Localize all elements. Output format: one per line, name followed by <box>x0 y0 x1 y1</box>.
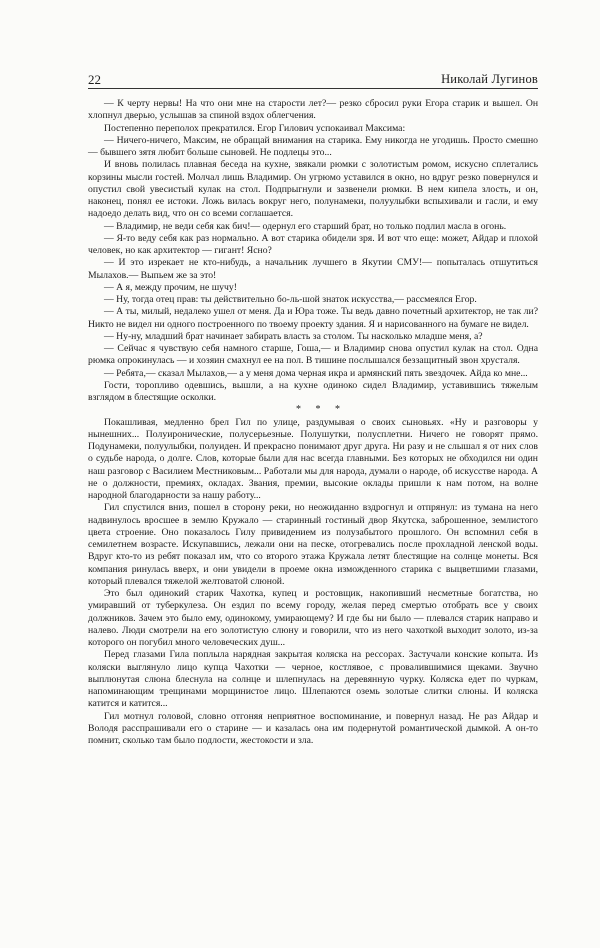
body-text <box>88 98 538 747</box>
header-rule <box>88 88 538 89</box>
paragraph: — Сейчас я чувствую себя намного старше, Гоша,— и Владимир снова опустил кулак на стол. Одна рюмка опрокинулась — и хозяин смахнул ее на пол. В тишине послышался беззащитный звон хрусталя. <box>88 343 538 367</box>
paragraph: Покашливая, медленно брел Гил по улице, раздумывая о своих сыновьях. «Ну и разговоры у нынешних... Полуиронические, полусерьезные. Полушутки, полусплетни. Ничего не говорят прямо. Подунамеки, полуулыбки, полуиден. И прекрасно понимают друг друга. Ни разу и не слышал я от них слов о судьбе народа, о долге. Слов, которые были для нас всегда главными. Без которых не обходился ни один наш разговор с Василием Местниковым... Работали мы для народа, думали о народе, об искусстве народа. А не о должности, премиях, окладах. Звания, премии, высокие оклады пришли к нам потом, на волне народной благодарности за нашу работу... <box>88 416 538 501</box>
paragraph: — Ну, тогда отец прав: ты действительно бо-ль-шой знаток искусства,— рассмеялся Егор. <box>104 294 477 305</box>
paragraph: — Ну-ну, младший брат начинает забирать власть за столом. Ты насколько младше меня, а? <box>104 330 483 342</box>
paragraph: Постепенно переполох прекратился. Егор Гилович успокаивал Максима: <box>104 122 406 134</box>
paragraph: Это был одинокий старик Чахотка, купец и ростовщик, накопивший несметные богатства, но умиравший от туберкулеза. Он ездил по всему городу, желая перед смертью отобрать все у своих должников. Зачем это было ему, одинокому, умирающему? И где бы ни было — плевался старик направо и налево. Люди смотрели на его золотистую слюну и говорили, что из него чахоткой выходит золото, из-за которого он погубил много человеческих душ... <box>88 588 538 648</box>
paragraph: — Я-то веду себя как раз нормально. А вот старика обидели зря. И вот что еще: может, Айдар и плохой человек, но как архитектор — гигант! Ясно? <box>88 232 538 256</box>
running-title: Николай Лугинов <box>441 72 538 86</box>
paragraph: — К черту нервы! На что они мне на старости лет?— резко сбросил руки Егора старик и вышел. Он хлопнул дверью, услышав за спиной вздох облегчения. <box>88 98 538 122</box>
paragraph: Гил мотнул головой, словно отгоняя неприятное воспоминание, и повернул назад. Не раз Айдар и Володя расспрашивали его о старине — и казалась она им подернутой романтической дымкой. А он-то помнит, сколько там было подлости, жестокости и зла. <box>88 710 538 746</box>
paragraph: И вновь полилась плавная беседа на кухне, звякали рюмки с золотистым ромом, искусно сплетались корзины мысли гостей. Молчал лишь Владимир. Он угрюмо уставился в окно, но вдруг резко повернулся и опустил свой увесистый кулак на стол. Подпрыгнули и зазвенели рюмки. В нем кипела злость, и он, наконец, понял ее истоки. Ложь вилась вокруг него, полунамеки, полуулыбки вспыхивали и гасли, и ему надоедо делать вид, что он со всеми соглашается. <box>88 159 538 220</box>
paragraph: — Владимир, не веди себя как бич!— одернул его старший брат, но только подлил масла в огонь. <box>104 220 507 232</box>
paragraph: — А ты, милый, недалеко ушел от меня. Да и Юра тоже. Ты ведь давно почетный архитектор, не так ли? Никто не видел ни одного построенного по твоему проекту здания. Я и нарисованного на бумаге не видел. <box>88 306 538 330</box>
page-header <box>88 72 538 92</box>
paragraph: Перед глазами Гила поплыла нарядная закрытая коляска на рессорах. Застучали конские копыта. Из коляски выглянуло лицо купца Чахотки — черное, костлявое, с провалившимися щеками. Звучно выплюнутая слюна блеснула на солнце и шлепнулась на деревянную чурку. Коляска едет по чуркам, напоминающим трещинами морщинистое лицо. Шлепаются оземь золотые слитки слюны. И коляска катится и катится... <box>88 649 538 710</box>
paragraph: — Ребята,— сказал Мылахов,— а у меня дома черная икра и армянский пять звездочек. Айда ко мне... <box>104 367 528 379</box>
paragraph: — Ничего-ничего, Максим, не обращай внимания на старика. Ему никогда не угодишь. Просто смешно — бывшего зятя любит больше сыновей. Не подлецы это... <box>88 134 538 158</box>
page-number: 22 <box>88 72 101 87</box>
paragraph: Гости, торопливо одевшись, вышли, а на кухне одиноко сидел Владимир, уставившись тяжелым взглядом в блестящие осколки. <box>88 379 538 403</box>
paragraph: — А я, между прочим, не шучу! <box>104 281 237 293</box>
paragraph: — И это изрекает не кто-нибудь, а начальник лучшего в Якутии СМУ!— попыталась отшутиться Мылахов.— Выпьем же за это! <box>88 257 538 281</box>
paragraph: Гил спустился вниз, пошел в сторону реки, но неожиданно вздрогнул и отпрянул: из тумана на него надвинулось вросшее в землю Кружало — старинный гостиный двор Якутска, заброшенное, землистого цвета строение. Оно показалось Гилу привидением из полузабытого прошлого. Он вспомнил себя в семилетнем возрасте. Искупавшись, лежали они на песке, отогревались после прохладной ленской воды. Вдруг кто-то из ребят показал им, что со второго этажа Кружала летят блестящие на солнце монеты. Вся компания ринулась вверх, и они увидели в проеме окна изможденного старика с выцветшими глазами, который плевался тяжелой желтоватой слюной. <box>88 502 538 587</box>
section-separator: * * * <box>296 404 346 416</box>
